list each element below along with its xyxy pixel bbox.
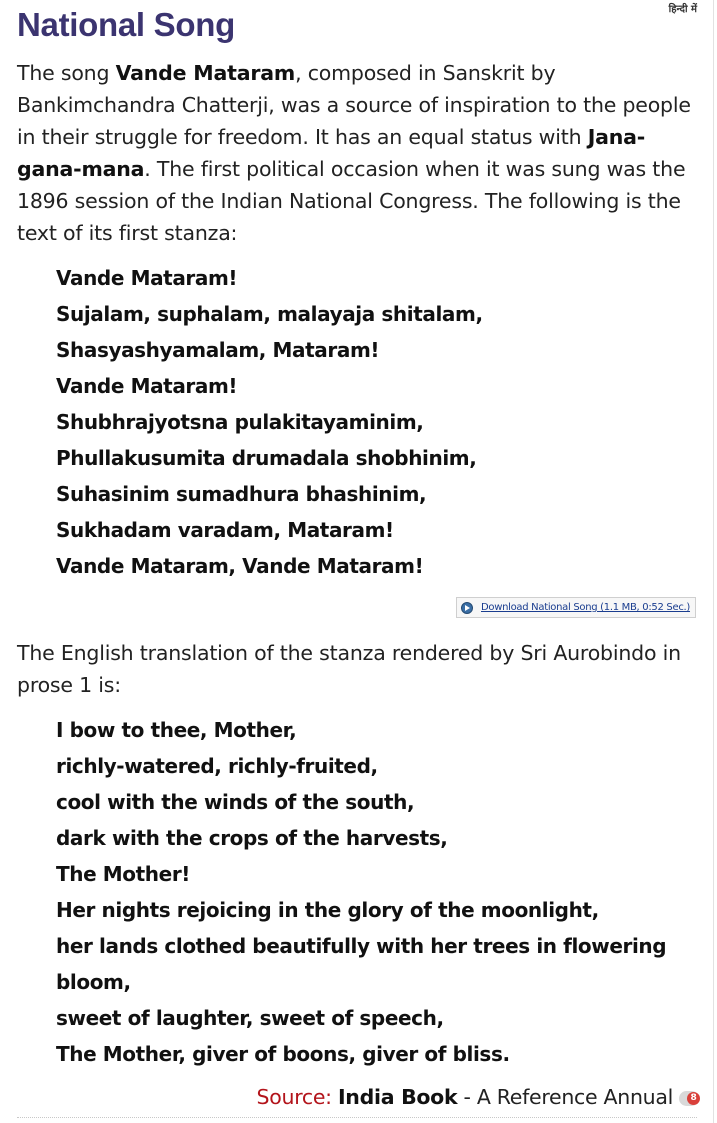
download-national-song-link[interactable]: Download National Song (1.1 MB, 0:52 Sec.) [481, 602, 691, 613]
translation-line: I bow to thee, Mother, [56, 718, 297, 742]
translation-line: richly-watered, richly-fruited, [56, 754, 378, 778]
download-box [456, 597, 696, 618]
audio-play-icon[interactable] [461, 602, 473, 614]
stanza-line: Vande Mataram, Vande Mataram! [56, 554, 424, 578]
translation-line: The Mother, giver of boons, giver of bliss. [56, 1042, 510, 1066]
stanza-line: Phullakusumita drumadala shobhinim, [56, 446, 477, 470]
intro-text-1: The song [17, 61, 116, 85]
intro-paragraph [17, 57, 697, 249]
translation-line: The Mother! [56, 862, 190, 886]
intro-text-3: . The first political occasion when it was sung was the 1896 session of the Indian National Congress. The following is the text of its first stanza: [17, 157, 686, 245]
stanza-line: Shasyashyamalam, Mataram! [56, 338, 380, 362]
translation-line: sweet of laughter, sweet of speech, [56, 1006, 444, 1030]
intro-text-2: , composed in Sanskrit by Bankimchandra Chatterji, was a source of inspiration to the people in their struggle for freedom. It has an equal status with [17, 61, 691, 149]
stanza-line: Shubhrajyotsna pulakitayaminim, [56, 410, 424, 434]
translation-list [56, 712, 696, 1072]
stanza-line: Suhasinim sumadhura bhashinim, [56, 482, 427, 506]
comment-badge[interactable] [679, 1091, 699, 1106]
stanza-line: Sukhadam varadam, Mataram! [56, 518, 394, 542]
stanza-line: Vande Mataram! [56, 374, 238, 398]
anthem-name: Jana-gana-mana [17, 125, 646, 181]
page-border [713, 0, 714, 1123]
song-name: Vande Mataram [115, 61, 296, 85]
badge-count: 8 [687, 1092, 700, 1105]
translation-line: her lands clothed beautifully with her trees in flowering bloom, [56, 934, 667, 994]
translation-line: dark with the crops of the harvests, [56, 826, 448, 850]
translation-intro: The English translation of the stanza rendered by Sri Aurobindo in prose 1 is: [17, 641, 681, 697]
hindi-language-link[interactable]: हिन्दी में [668, 4, 697, 15]
stanza-line: Vande Mataram! [56, 266, 238, 290]
source-citation [257, 1085, 699, 1109]
bottom-divider [17, 1117, 697, 1118]
stanza-list [56, 260, 696, 584]
source-book: India Book [337, 1085, 458, 1109]
page-title: National Song [17, 6, 235, 43]
translation-line: cool with the winds of the south, [56, 790, 415, 814]
source-label: Source: [256, 1085, 332, 1109]
stanza-line: Sujalam, suphalam, malayaja shitalam, [56, 302, 483, 326]
source-rest: - A Reference Annual [457, 1085, 673, 1109]
translation-line: Her nights rejoicing in the glory of the moonlight, [56, 898, 599, 922]
